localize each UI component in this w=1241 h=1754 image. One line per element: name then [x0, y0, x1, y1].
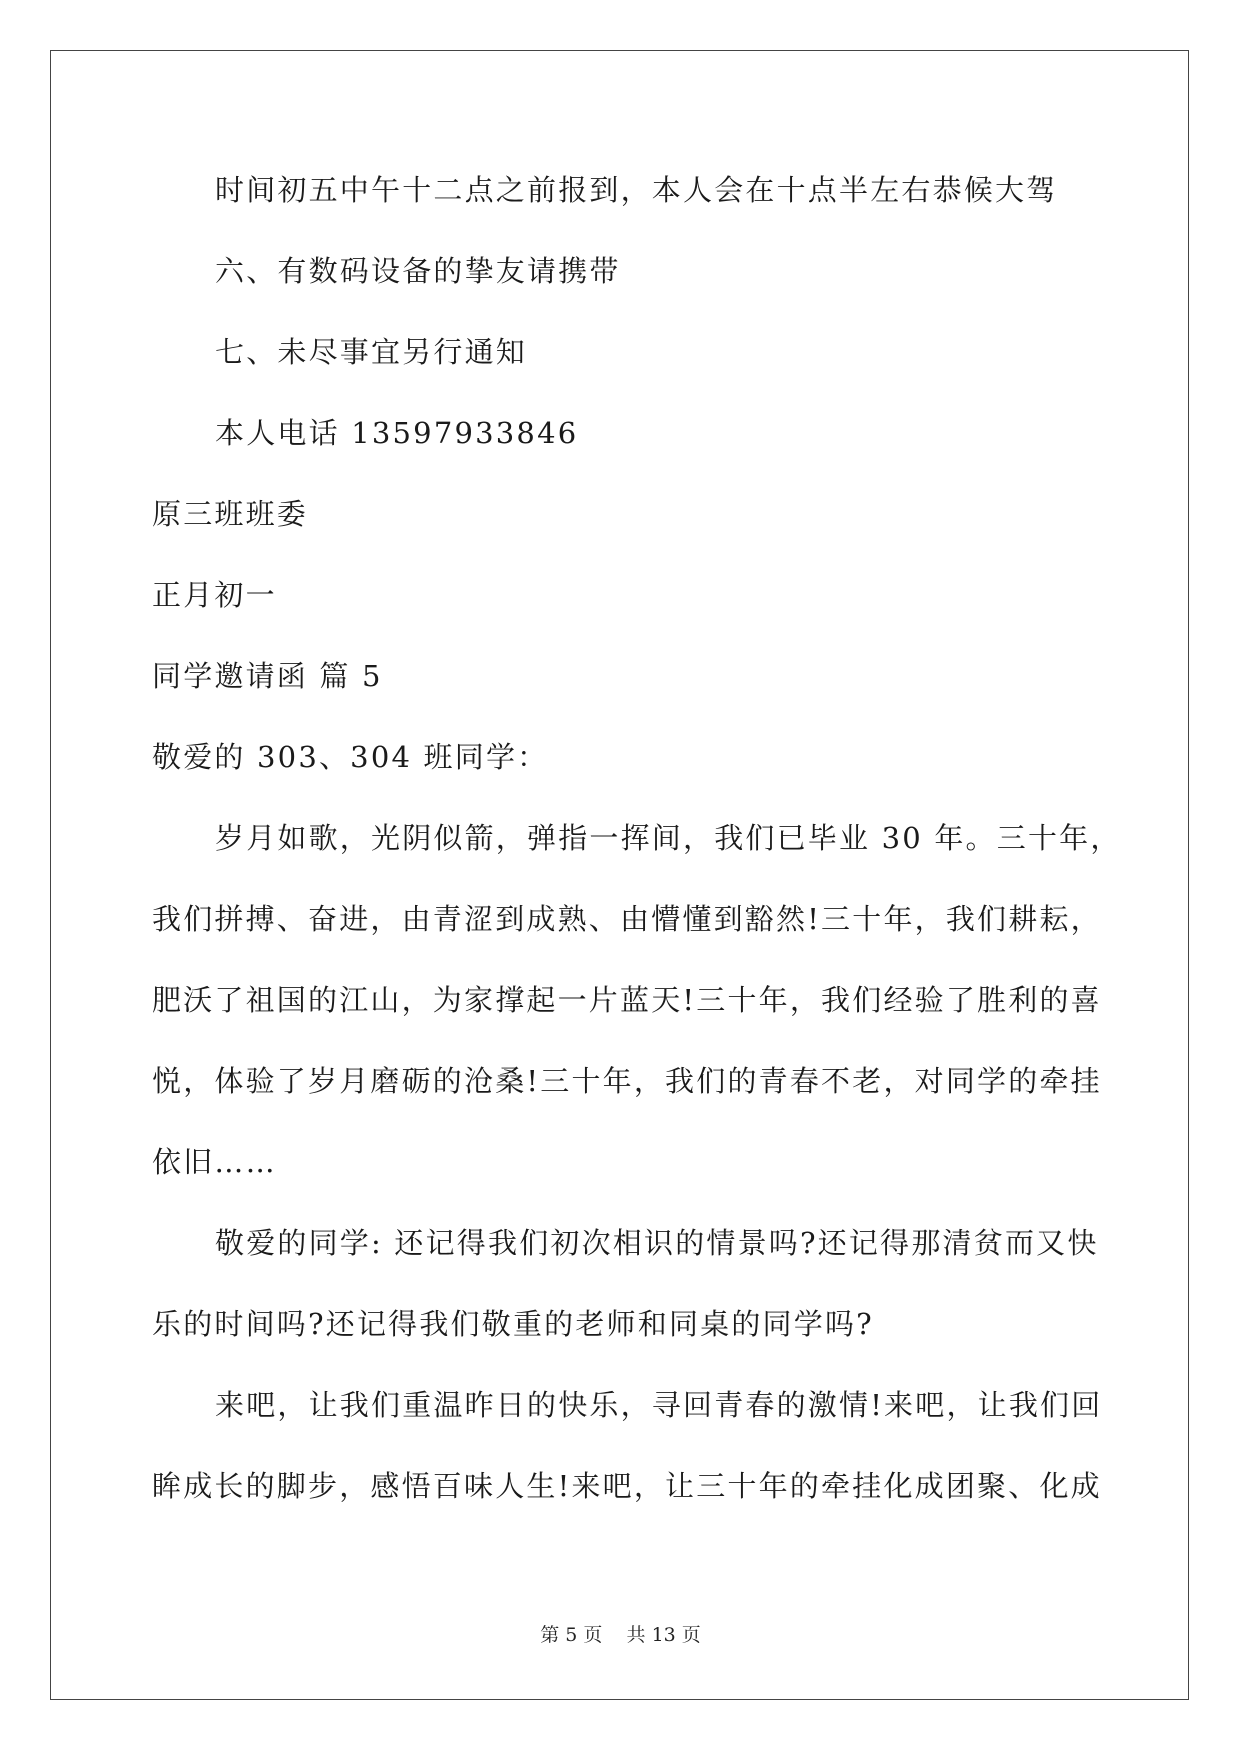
text-line: 肥沃了祖国的江山，为家撑起一片蓝天!三十年，我们经验了胜利的喜	[152, 983, 1102, 1017]
text-line: 时间初五中午十二点之前报到，本人会在十点半左右恭候大驾	[215, 173, 1058, 207]
section-heading: 同学邀请函 篇 5	[152, 659, 383, 693]
text-line: 敬爱的同学: 还记得我们初次相识的情景吗?还记得那清贫而又快	[215, 1226, 1099, 1260]
text-line: 依旧……	[152, 1145, 277, 1179]
text-line: 眸成长的脚步，感悟百味人生!来吧，让三十年的牵挂化成团聚、化成	[152, 1469, 1102, 1503]
text-line: 岁月如歌，光阴似箭，弹指一挥间，我们已毕业 30 年。三十年，	[215, 821, 1122, 855]
page-border	[50, 50, 1189, 1700]
text-line: 乐的时间吗?还记得我们敬重的老师和同桌的同学吗?	[152, 1307, 874, 1341]
salutation: 敬爱的 303、304 班同学：	[152, 740, 549, 774]
date-line: 正月初一	[152, 578, 277, 612]
page-footer	[0, 1620, 1241, 1647]
signature-line: 原三班班委	[152, 497, 309, 531]
page-number: 第 5 页	[540, 1624, 603, 1646]
text-line: 七、未尽事宜另行通知	[215, 335, 528, 369]
text-line: 本人电话 13597933846	[215, 416, 579, 450]
text-line: 我们拼搏、奋进，由青涩到成熟、由懵懂到豁然!三十年，我们耕耘，	[152, 902, 1102, 936]
text-line: 来吧，让我们重温昨日的快乐，寻回青春的激情!来吧，让我们回	[215, 1388, 1103, 1422]
page-total: 共 13 页	[626, 1624, 701, 1646]
text-line: 六、有数码设备的挚友请携带	[215, 254, 621, 288]
text-line: 悦，体验了岁月磨砺的沧桑!三十年，我们的青春不老，对同学的牵挂	[152, 1064, 1102, 1098]
